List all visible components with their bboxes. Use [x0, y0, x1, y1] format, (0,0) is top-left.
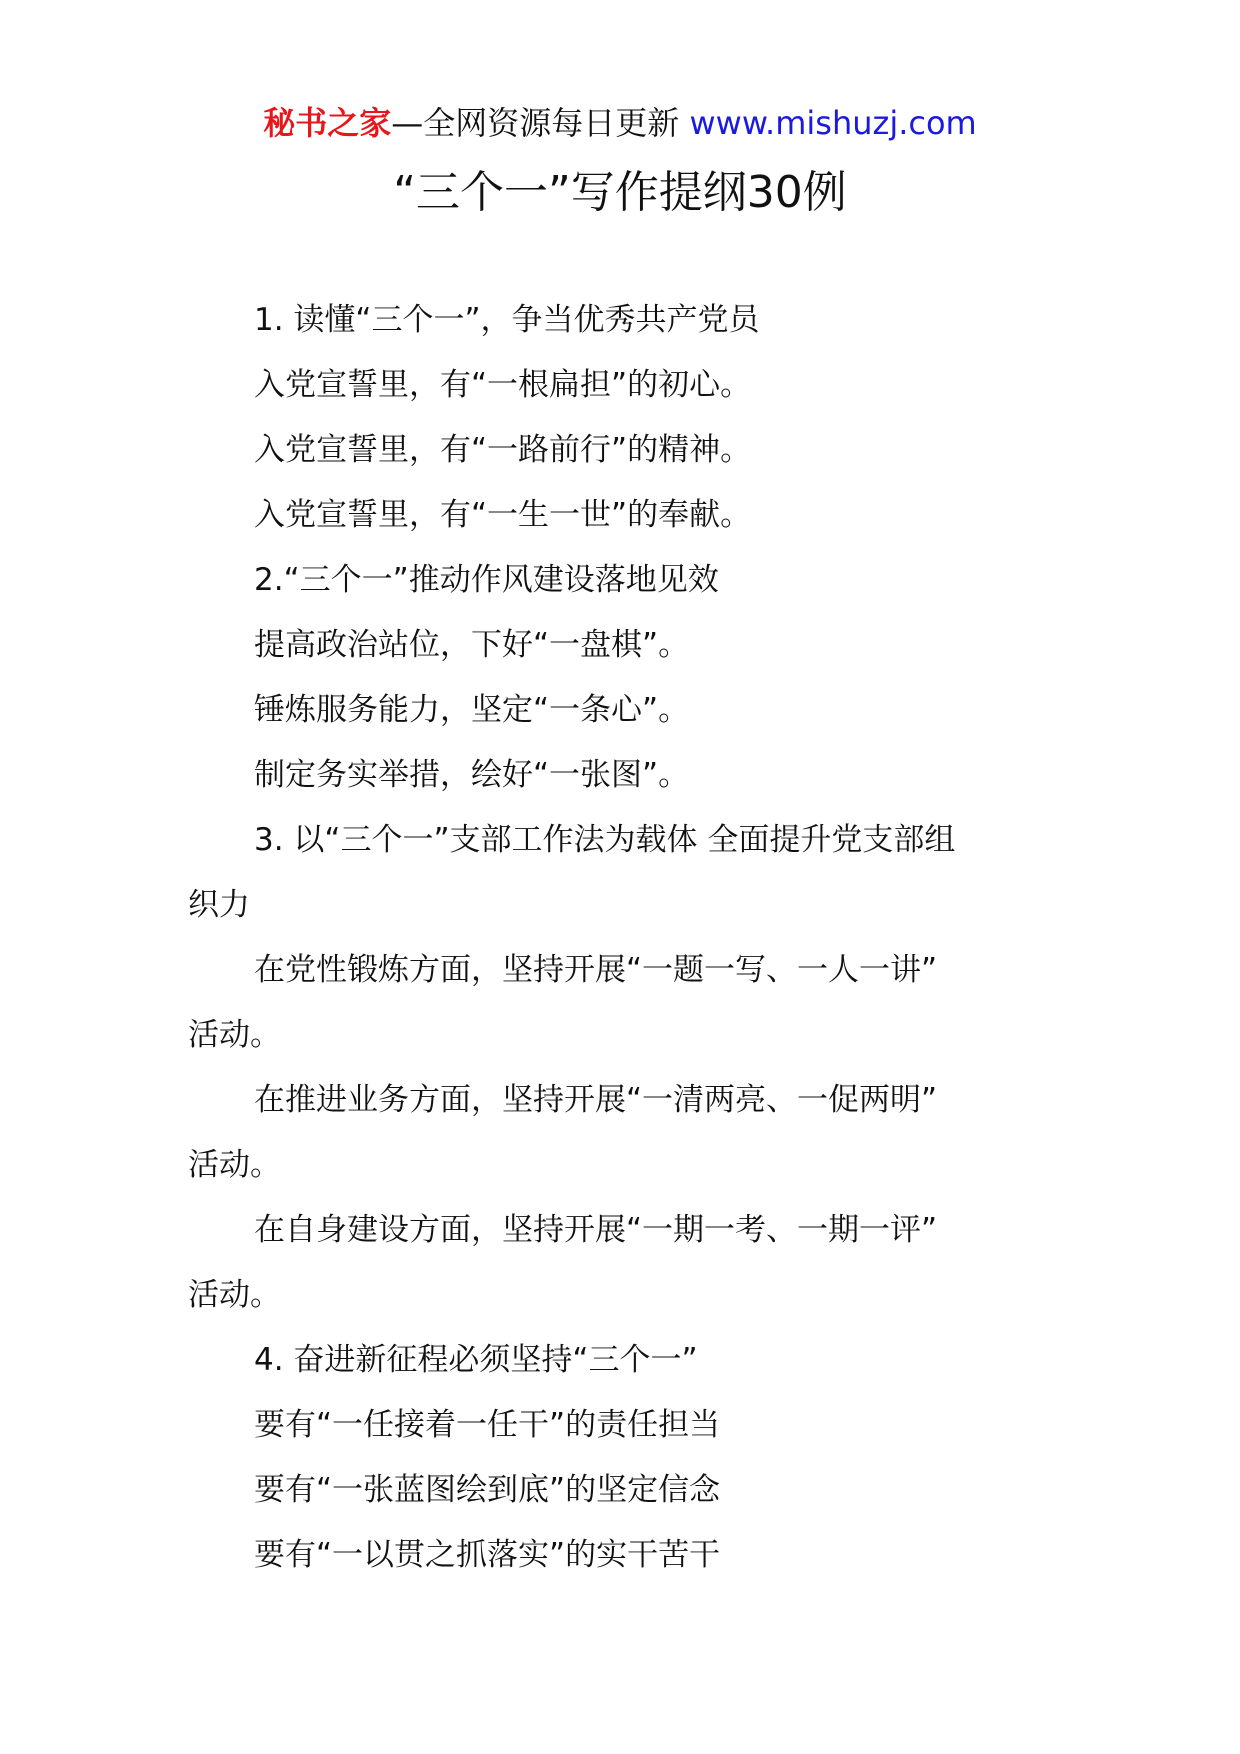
- section-heading-3-continued: 织力: [188, 887, 250, 923]
- paragraph-line-continued: 活动。: [188, 1147, 281, 1183]
- paragraph-line: 入党宣誓里，有“一根扁担”的初心。: [254, 367, 752, 403]
- site-brand: 秘书之家: [263, 104, 392, 142]
- section-heading-3: 3. 以“三个一”支部工作法为载体 全面提升党支部组: [254, 822, 956, 858]
- paragraph-line: 制定务实举措，绘好“一张图”。: [254, 757, 690, 793]
- paragraph-line: 入党宣誓里，有“一路前行”的精神。: [254, 432, 752, 468]
- paragraph-line: 锤炼服务能力，坚定“一条心”。: [254, 692, 690, 728]
- site-header: [0, 101, 1240, 145]
- document-title: “三个一”写作提纲30例: [393, 167, 847, 218]
- paragraph-line-continued: 活动。: [188, 1277, 281, 1313]
- section-heading-1: 1. 读懂“三个一”，争当优秀共产党员: [254, 302, 760, 338]
- paragraph-line: 提高政治站位，下好“一盘棋”。: [254, 627, 690, 663]
- paragraph-line: 在自身建设方面，坚持开展“一期一考、一期一评”: [254, 1212, 938, 1248]
- site-url-link[interactable]: www.mishuzj.com: [689, 104, 977, 142]
- site-tagline: —全网资源每日更新: [391, 104, 680, 142]
- paragraph-line: 在推进业务方面，坚持开展“一清两亮、一促两明”: [254, 1082, 938, 1118]
- document-body: [188, 288, 1068, 1588]
- paragraph-line: 要有“一以贯之抓落实”的实干苦干: [254, 1537, 721, 1573]
- paragraph-line-continued: 活动。: [188, 1017, 281, 1053]
- paragraph-line: 要有“一张蓝图绘到底”的坚定信念: [254, 1472, 721, 1508]
- section-heading-2: 2.“三个一”推动作风建设落地见效: [254, 562, 719, 598]
- section-heading-4: 4. 奋进新征程必须坚持“三个一”: [254, 1342, 698, 1378]
- paragraph-line: 入党宣誓里，有“一生一世”的奉献。: [254, 497, 752, 533]
- paragraph-line: 在党性锻炼方面，坚持开展“一题一写、一人一讲”: [254, 952, 938, 988]
- paragraph-line: 要有“一任接着一任干”的责任担当: [254, 1407, 721, 1443]
